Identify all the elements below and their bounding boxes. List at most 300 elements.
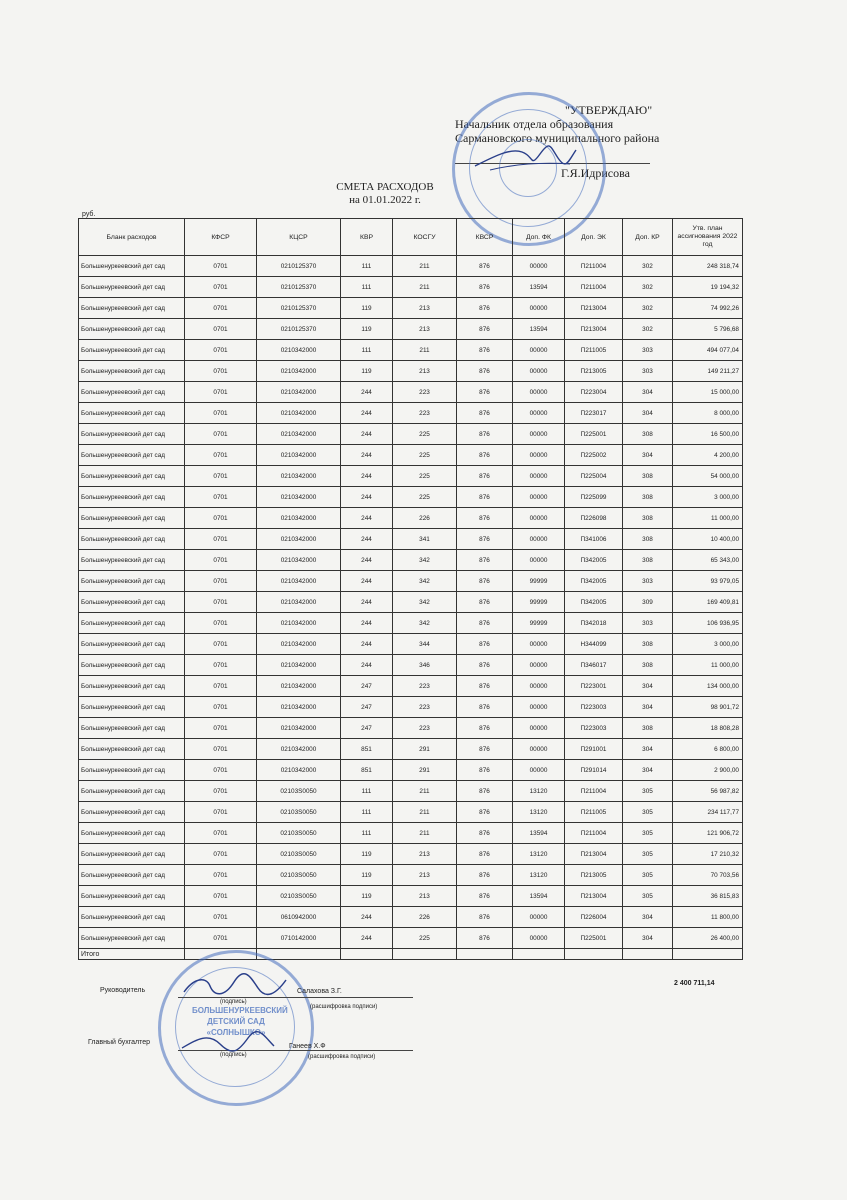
col-plan-cell: 3 000,00 <box>673 487 743 508</box>
col-expense-form-cell: Большенуркеевский дет сад <box>79 550 185 571</box>
col-kosgu-cell: 225 <box>393 466 457 487</box>
col-plan-cell: 17 210,32 <box>673 844 743 865</box>
col-dop-ek-cell: П211004 <box>565 277 623 298</box>
col-plan-cell: 70 703,56 <box>673 865 743 886</box>
col-kfsr-cell: 0701 <box>185 529 257 550</box>
col-dop-kr-cell: 305 <box>623 781 673 802</box>
col-dop-fk-cell: 99999 <box>513 613 565 634</box>
col-dop-kr-cell: 302 <box>623 319 673 340</box>
col-kcsr-cell: 0210342000 <box>257 403 341 424</box>
col-expense-form-cell: Большенуркеевский дет сад <box>79 361 185 382</box>
col-dop-ek-cell: П213004 <box>565 298 623 319</box>
col-plan-cell: 16 500,00 <box>673 424 743 445</box>
total-empty-cell <box>565 949 623 960</box>
col-dop-ek-cell: П223003 <box>565 718 623 739</box>
table-row <box>79 907 743 928</box>
col-kcsr-cell: 0210342000 <box>257 571 341 592</box>
table-row <box>79 928 743 949</box>
col-expense-form-cell: Большенуркеевский дет сад <box>79 907 185 928</box>
col-dop-fk-cell: 13120 <box>513 781 565 802</box>
table-row <box>79 550 743 571</box>
col-dop-ek-cell: П342005 <box>565 592 623 613</box>
col-kvr-header: КВР <box>341 219 393 256</box>
col-kvr-cell: 244 <box>341 487 393 508</box>
col-expense-form-cell: Большенуркеевский дет сад <box>79 298 185 319</box>
col-kfsr-cell: 0701 <box>185 571 257 592</box>
col-dop-ek-cell: П211004 <box>565 256 623 277</box>
col-dop-kr-cell: 305 <box>623 823 673 844</box>
col-kosgu-cell: 223 <box>393 697 457 718</box>
col-dop-ek-cell: П342005 <box>565 550 623 571</box>
col-dop-kr-cell: 308 <box>623 634 673 655</box>
col-kfsr-cell: 0701 <box>185 403 257 424</box>
col-dop-fk-cell: 00000 <box>513 928 565 949</box>
col-kvsr-cell: 876 <box>457 445 513 466</box>
col-kvsr-cell: 876 <box>457 550 513 571</box>
col-kosgu-cell: 211 <box>393 277 457 298</box>
col-kosgu-cell: 213 <box>393 361 457 382</box>
col-dop-fk-cell: 00000 <box>513 655 565 676</box>
total-label: Итого <box>79 949 185 960</box>
col-kfsr-cell: 0701 <box>185 823 257 844</box>
col-expense-form-cell: Большенуркеевский дет сад <box>79 403 185 424</box>
document-title: СМЕТА РАСХОДОВ <box>336 181 434 193</box>
col-kfsr-cell: 0701 <box>185 844 257 865</box>
col-dop-kr-cell: 303 <box>623 571 673 592</box>
col-kvsr-cell: 876 <box>457 466 513 487</box>
col-kfsr-cell: 0701 <box>185 298 257 319</box>
total-empty-cell <box>393 949 457 960</box>
table-row <box>79 676 743 697</box>
head-name: Салахова З.Г. <box>297 988 342 995</box>
currency-label: руб. <box>82 211 96 218</box>
col-kcsr-cell: 0210342000 <box>257 529 341 550</box>
col-plan-cell: 106 936,95 <box>673 613 743 634</box>
col-plan-cell: 5 796,68 <box>673 319 743 340</box>
col-expense-form-cell: Большенуркеевский дет сад <box>79 508 185 529</box>
col-plan-cell: 4 200,00 <box>673 445 743 466</box>
col-dop-ek-cell: П341006 <box>565 529 623 550</box>
col-kvr-cell: 119 <box>341 844 393 865</box>
col-kvsr-cell: 876 <box>457 529 513 550</box>
col-kosgu-cell: 341 <box>393 529 457 550</box>
col-dop-ek-cell: П211005 <box>565 802 623 823</box>
col-kosgu-cell: 211 <box>393 823 457 844</box>
table-row <box>79 382 743 403</box>
col-plan-cell: 93 979,05 <box>673 571 743 592</box>
col-plan-cell: 169 409,81 <box>673 592 743 613</box>
table-row <box>79 424 743 445</box>
col-expense-form-cell: Большенуркеевский дет сад <box>79 697 185 718</box>
accountant-signature-caption: (подпись) <box>220 1052 247 1058</box>
col-kfsr-cell: 0701 <box>185 277 257 298</box>
col-kfsr-cell: 0701 <box>185 340 257 361</box>
col-kvr-cell: 244 <box>341 550 393 571</box>
col-kvsr-cell: 876 <box>457 739 513 760</box>
table-row <box>79 613 743 634</box>
table-row <box>79 802 743 823</box>
col-dop-fk-cell: 13120 <box>513 844 565 865</box>
col-dop-kr-cell: 308 <box>623 424 673 445</box>
col-kcsr-cell: 0210342000 <box>257 634 341 655</box>
col-expense-form-cell: Большенуркеевский дет сад <box>79 739 185 760</box>
col-plan-cell: 11 000,00 <box>673 655 743 676</box>
col-dop-ek-cell: П211004 <box>565 781 623 802</box>
col-kvsr-cell: 876 <box>457 823 513 844</box>
col-dop-ek-cell: П291014 <box>565 760 623 781</box>
col-kvr-cell: 247 <box>341 697 393 718</box>
col-kcsr-cell: 0210125370 <box>257 319 341 340</box>
col-dop-kr-cell: 302 <box>623 256 673 277</box>
table-row <box>79 844 743 865</box>
col-kvsr-cell: 876 <box>457 760 513 781</box>
total-empty-cell <box>513 949 565 960</box>
col-expense-form-cell: Большенуркеевский дет сад <box>79 886 185 907</box>
col-kcsr-cell: 0210342000 <box>257 718 341 739</box>
col-kfsr-cell: 0701 <box>185 676 257 697</box>
table-row <box>79 781 743 802</box>
approval-name: Г.Я.Идрисова <box>561 166 630 180</box>
col-kcsr-cell: 0210342000 <box>257 445 341 466</box>
col-plan-cell: 8 000,00 <box>673 403 743 424</box>
col-dop-ek-cell: П225001 <box>565 424 623 445</box>
col-dop-ek-cell: П213004 <box>565 886 623 907</box>
table-row <box>79 403 743 424</box>
col-kvsr-cell: 876 <box>457 361 513 382</box>
col-expense-form-cell: Большенуркеевский дет сад <box>79 445 185 466</box>
col-kvr-cell: 111 <box>341 256 393 277</box>
col-kvsr-cell: 876 <box>457 802 513 823</box>
col-dop-fk-cell: 00000 <box>513 382 565 403</box>
col-plan-cell: 234 117,77 <box>673 802 743 823</box>
col-kfsr-cell: 0701 <box>185 319 257 340</box>
col-kvsr-cell: 876 <box>457 382 513 403</box>
col-kcsr-cell: 0210342000 <box>257 676 341 697</box>
col-kvsr-cell: 876 <box>457 256 513 277</box>
table-row <box>79 508 743 529</box>
col-kfsr-cell: 0701 <box>185 655 257 676</box>
col-expense-form-cell: Большенуркеевский дет сад <box>79 529 185 550</box>
col-kcsr-cell: 0210342000 <box>257 592 341 613</box>
col-kosgu-cell: 213 <box>393 319 457 340</box>
col-kvsr-header: КВСР <box>457 219 513 256</box>
col-dop-ek-cell: П342005 <box>565 571 623 592</box>
col-kosgu-cell: 213 <box>393 886 457 907</box>
col-dop-kr-cell: 303 <box>623 340 673 361</box>
col-kfsr-cell: 0701 <box>185 886 257 907</box>
col-kfsr-cell: 0701 <box>185 256 257 277</box>
approval-title: "УТВЕРЖДАЮ" <box>565 103 653 117</box>
col-dop-ek-cell: П213004 <box>565 844 623 865</box>
col-dop-ek-cell: П211005 <box>565 340 623 361</box>
col-plan-cell: 121 906,72 <box>673 823 743 844</box>
col-kcsr-cell: 0210125370 <box>257 298 341 319</box>
col-kvr-cell: 119 <box>341 298 393 319</box>
col-dop-kr-cell: 305 <box>623 886 673 907</box>
total-row <box>79 949 743 960</box>
col-dop-kr-cell: 304 <box>623 445 673 466</box>
accountant-label: Главный бухгалтер <box>88 1039 150 1046</box>
col-kcsr-cell: 0210342000 <box>257 739 341 760</box>
col-kcsr-cell: 0210342000 <box>257 382 341 403</box>
col-dop-ek-cell: Н344099 <box>565 634 623 655</box>
col-plan-cell: 248 318,74 <box>673 256 743 277</box>
document-title-block <box>0 181 770 207</box>
col-dop-fk-cell: 00000 <box>513 760 565 781</box>
col-kvr-cell: 111 <box>341 277 393 298</box>
col-dop-ek-header: Доп. ЭК <box>565 219 623 256</box>
col-kcsr-cell: 0210342000 <box>257 550 341 571</box>
col-kosgu-cell: 344 <box>393 634 457 655</box>
col-kfsr-cell: 0701 <box>185 613 257 634</box>
col-dop-kr-cell: 308 <box>623 529 673 550</box>
col-dop-ek-cell: П342018 <box>565 613 623 634</box>
col-kvr-cell: 119 <box>341 886 393 907</box>
col-dop-fk-cell: 00000 <box>513 256 565 277</box>
col-kosgu-cell: 342 <box>393 550 457 571</box>
col-plan-cell: 98 901,72 <box>673 697 743 718</box>
col-kcsr-cell: 0210342000 <box>257 508 341 529</box>
col-kcsr-cell: 0210342000 <box>257 361 341 382</box>
head-label: Руководитель <box>100 987 146 994</box>
col-kfsr-cell: 0701 <box>185 907 257 928</box>
col-kcsr-cell: 02103S0050 <box>257 823 341 844</box>
col-kvr-cell: 244 <box>341 403 393 424</box>
document-date: на 01.01.2022 г. <box>349 194 421 206</box>
col-kfsr-cell: 0701 <box>185 508 257 529</box>
col-plan-cell: 149 211,27 <box>673 361 743 382</box>
col-kfsr-cell: 0701 <box>185 487 257 508</box>
col-kvr-cell: 119 <box>341 361 393 382</box>
col-kfsr-cell: 0701 <box>185 382 257 403</box>
col-kfsr-cell: 0701 <box>185 445 257 466</box>
col-kvsr-cell: 876 <box>457 319 513 340</box>
approval-signature-scribble <box>470 138 580 178</box>
col-dop-kr-cell: 308 <box>623 718 673 739</box>
col-plan-cell: 11 800,00 <box>673 907 743 928</box>
col-plan-cell: 3 000,00 <box>673 634 743 655</box>
col-kcsr-cell: 0210342000 <box>257 424 341 445</box>
col-expense-form-cell: Большенуркеевский дет сад <box>79 382 185 403</box>
col-kvr-cell: 244 <box>341 382 393 403</box>
col-kosgu-cell: 213 <box>393 298 457 319</box>
col-dop-fk-cell: 13120 <box>513 865 565 886</box>
accountant-name: Ганеев Х.Ф <box>289 1043 326 1050</box>
col-plan-cell: 15 000,00 <box>673 382 743 403</box>
col-kvr-cell: 111 <box>341 781 393 802</box>
col-kvr-cell: 244 <box>341 424 393 445</box>
col-kosgu-cell: 211 <box>393 256 457 277</box>
col-dop-kr-cell: 305 <box>623 865 673 886</box>
col-expense-form-cell: Большенуркеевский дет сад <box>79 613 185 634</box>
table-row <box>79 298 743 319</box>
table-row <box>79 256 743 277</box>
col-kcsr-cell: 0210342000 <box>257 655 341 676</box>
col-kvr-cell: 244 <box>341 508 393 529</box>
col-dop-fk-header: Доп. ФК <box>513 219 565 256</box>
table-row <box>79 823 743 844</box>
col-dop-fk-cell: 13594 <box>513 319 565 340</box>
col-dop-fk-cell: 00000 <box>513 508 565 529</box>
head-decode-caption: (расшифровка подписи) <box>310 1004 378 1010</box>
col-expense-form-cell: Большенуркеевский дет сад <box>79 340 185 361</box>
col-dop-ek-cell: П213005 <box>565 865 623 886</box>
col-kfsr-cell: 0701 <box>185 928 257 949</box>
col-kvr-cell: 244 <box>341 571 393 592</box>
table-row <box>79 487 743 508</box>
col-expense-form-cell: Большенуркеевский дет сад <box>79 487 185 508</box>
col-kvr-cell: 244 <box>341 592 393 613</box>
col-plan-cell: 19 194,32 <box>673 277 743 298</box>
col-kvsr-cell: 876 <box>457 718 513 739</box>
col-expense-form-cell: Большенуркеевский дет сад <box>79 256 185 277</box>
col-dop-fk-cell: 99999 <box>513 571 565 592</box>
approval-org: Сармановского муниципального района <box>455 131 660 145</box>
head-signature-scribble <box>180 972 290 1002</box>
col-dop-ek-cell: П225002 <box>565 445 623 466</box>
col-kvsr-cell: 876 <box>457 928 513 949</box>
col-dop-fk-cell: 13594 <box>513 886 565 907</box>
col-kvsr-cell: 876 <box>457 487 513 508</box>
col-kcsr-cell: 0210342000 <box>257 697 341 718</box>
col-dop-ek-cell: П211004 <box>565 823 623 844</box>
col-dop-fk-cell: 00000 <box>513 403 565 424</box>
col-kvr-cell: 244 <box>341 907 393 928</box>
col-kcsr-cell: 0210342000 <box>257 466 341 487</box>
col-dop-kr-cell: 303 <box>623 613 673 634</box>
col-kosgu-cell: 213 <box>393 844 457 865</box>
col-dop-fk-cell: 00000 <box>513 445 565 466</box>
table-row <box>79 445 743 466</box>
col-dop-fk-cell: 00000 <box>513 340 565 361</box>
accountant-decode-caption: (расшифровка подписи) <box>308 1054 376 1060</box>
col-dop-fk-cell: 00000 <box>513 298 565 319</box>
col-dop-kr-cell: 304 <box>623 928 673 949</box>
head-signature-caption: (подпись) <box>220 999 247 1005</box>
total-empty-cell <box>457 949 513 960</box>
col-kcsr-cell: 0610942000 <box>257 907 341 928</box>
col-kosgu-cell: 226 <box>393 508 457 529</box>
col-kosgu-cell: 342 <box>393 592 457 613</box>
col-plan-cell: 74 992,26 <box>673 298 743 319</box>
col-kvsr-cell: 876 <box>457 592 513 613</box>
col-kvsr-cell: 876 <box>457 907 513 928</box>
col-kcsr-cell: 0710142000 <box>257 928 341 949</box>
col-expense-form-cell: Большенуркеевский дет сад <box>79 424 185 445</box>
col-kosgu-cell: 225 <box>393 487 457 508</box>
col-dop-fk-cell: 00000 <box>513 487 565 508</box>
col-kvsr-cell: 876 <box>457 781 513 802</box>
col-kvr-cell: 247 <box>341 718 393 739</box>
col-kosgu-cell: 291 <box>393 739 457 760</box>
col-kvsr-cell: 876 <box>457 676 513 697</box>
table-row <box>79 865 743 886</box>
col-dop-fk-cell: 00000 <box>513 718 565 739</box>
col-kvr-cell: 119 <box>341 319 393 340</box>
grand-total: 2 400 711,14 <box>674 980 715 987</box>
col-dop-ek-cell: П346017 <box>565 655 623 676</box>
col-plan-cell: 2 900,00 <box>673 760 743 781</box>
col-dop-kr-cell: 304 <box>623 907 673 928</box>
col-kvsr-cell: 876 <box>457 886 513 907</box>
table-row <box>79 697 743 718</box>
table-row <box>79 340 743 361</box>
col-dop-kr-cell: 308 <box>623 550 673 571</box>
col-kvsr-cell: 876 <box>457 655 513 676</box>
table-row <box>79 718 743 739</box>
col-expense-form-cell: Большенуркеевский дет сад <box>79 277 185 298</box>
col-kfsr-cell: 0701 <box>185 781 257 802</box>
col-dop-fk-cell: 00000 <box>513 634 565 655</box>
col-plan-cell: 10 400,00 <box>673 529 743 550</box>
col-kvr-cell: 244 <box>341 445 393 466</box>
col-dop-fk-cell: 00000 <box>513 550 565 571</box>
col-dop-fk-cell: 00000 <box>513 361 565 382</box>
col-kvsr-cell: 876 <box>457 634 513 655</box>
table-row <box>79 634 743 655</box>
col-kvsr-cell: 876 <box>457 340 513 361</box>
col-kvr-cell: 111 <box>341 802 393 823</box>
col-dop-ek-cell: П225001 <box>565 928 623 949</box>
col-kosgu-cell: 223 <box>393 676 457 697</box>
col-kfsr-cell: 0701 <box>185 466 257 487</box>
col-kvr-cell: 244 <box>341 928 393 949</box>
col-plan-cell: 26 400,00 <box>673 928 743 949</box>
col-dop-kr-cell: 304 <box>623 382 673 403</box>
col-expense-form-cell: Большенуркеевский дет сад <box>79 571 185 592</box>
col-dop-ek-cell: П223001 <box>565 676 623 697</box>
col-expense-form-cell: Большенуркеевский дет сад <box>79 592 185 613</box>
col-plan-header: Утв. план ассигнования 2022 год <box>673 219 743 256</box>
col-kfsr-cell: 0701 <box>185 634 257 655</box>
col-kvr-cell: 119 <box>341 865 393 886</box>
col-kvr-cell: 244 <box>341 466 393 487</box>
table-row <box>79 592 743 613</box>
col-kvsr-cell: 876 <box>457 844 513 865</box>
col-kcsr-cell: 02103S0050 <box>257 781 341 802</box>
col-kosgu-cell: 342 <box>393 613 457 634</box>
col-plan-cell: 134 000,00 <box>673 676 743 697</box>
col-dop-ek-cell: П223017 <box>565 403 623 424</box>
table-row <box>79 886 743 907</box>
table-header-row <box>79 219 743 256</box>
col-dop-kr-cell: 305 <box>623 802 673 823</box>
col-kosgu-cell: 223 <box>393 718 457 739</box>
col-dop-fk-cell: 00000 <box>513 466 565 487</box>
col-kosgu-cell: 213 <box>393 865 457 886</box>
col-kosgu-cell: 342 <box>393 571 457 592</box>
col-kosgu-header: КОСГУ <box>393 219 457 256</box>
col-plan-cell: 18 808,28 <box>673 718 743 739</box>
approval-position: Начальник отдела образования <box>455 117 614 131</box>
col-kvsr-cell: 876 <box>457 298 513 319</box>
col-dop-kr-cell: 305 <box>623 844 673 865</box>
col-kvsr-cell: 876 <box>457 697 513 718</box>
col-dop-fk-cell: 00000 <box>513 529 565 550</box>
col-plan-cell: 11 000,00 <box>673 508 743 529</box>
col-dop-kr-cell: 308 <box>623 655 673 676</box>
col-kcsr-header: КЦСР <box>257 219 341 256</box>
col-kvr-cell: 244 <box>341 529 393 550</box>
col-dop-kr-cell: 303 <box>623 361 673 382</box>
col-expense-form-cell: Большенуркеевский дет сад <box>79 655 185 676</box>
col-expense-form-cell: Большенуркеевский дет сад <box>79 760 185 781</box>
table-row <box>79 760 743 781</box>
col-dop-fk-cell: 99999 <box>513 592 565 613</box>
col-dop-kr-cell: 304 <box>623 697 673 718</box>
total-empty-cell <box>341 949 393 960</box>
col-kvr-cell: 244 <box>341 634 393 655</box>
